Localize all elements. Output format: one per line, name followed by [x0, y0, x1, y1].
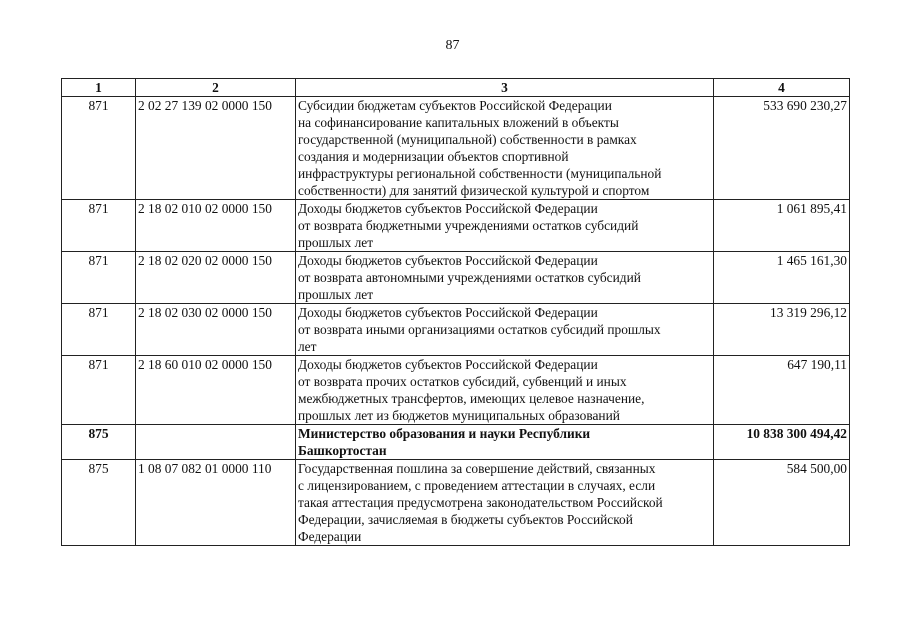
admin-code-cell: 871: [62, 252, 136, 304]
revenue-name-line: от возврата прочих остатков субсидий, субвенций и иных: [298, 374, 627, 389]
admin-code-cell: 875: [62, 460, 136, 546]
revenue-code-cell: 2 02 27 139 02 0000 150: [136, 97, 296, 200]
budget-revenue-table: [61, 78, 850, 546]
revenue-name-line: от возврата иными организациями остатков субсидий прошлых: [298, 322, 661, 337]
revenue-name-cell: [296, 304, 714, 356]
revenue-name-line: межбюджетных трансфертов, имеющих целевое назначение,: [298, 391, 645, 406]
amount-cell: 584 500,00: [714, 460, 850, 546]
revenue-name-cell: [296, 460, 714, 546]
revenue-code-cell: 2 18 60 010 02 0000 150: [136, 356, 296, 425]
revenue-name-line: собственности) для занятий физической культурой и спортом: [298, 183, 650, 198]
page-number: 87: [445, 38, 460, 53]
amount-cell: 13 319 296,12: [714, 304, 850, 356]
revenue-name-cell: [296, 97, 714, 200]
revenue-name-line: государственной (муниципальной) собственности в рамках: [298, 132, 637, 147]
table-body: [62, 97, 850, 546]
admin-code-cell: 871: [62, 356, 136, 425]
revenue-name-cell: [296, 356, 714, 425]
revenue-name-line: с лицензированием, с проведением аттестации в случаях, если: [298, 478, 656, 493]
amount-cell: 533 690 230,27: [714, 97, 850, 200]
revenue-name-line: Доходы бюджетов субъектов Российской Федерации: [298, 305, 598, 320]
revenue-name-line: Башкортостан: [298, 443, 387, 458]
revenue-code-cell: 2 18 02 010 02 0000 150: [136, 200, 296, 252]
revenue-name-cell: [296, 425, 714, 460]
amount-cell: 647 190,11: [714, 356, 850, 425]
table-header-row: [62, 79, 850, 97]
revenue-name-line: лет: [298, 339, 317, 354]
revenue-name-line: прошлых лет: [298, 235, 374, 250]
column-header-2: 2: [136, 79, 296, 97]
column-header-4: 4: [714, 79, 850, 97]
amount-cell: 1 061 895,41: [714, 200, 850, 252]
revenue-name-line: инфраструктуры региональной собственности (муниципальной: [298, 166, 662, 181]
amount-cell: 1 465 161,30: [714, 252, 850, 304]
revenue-name-line: прошлых лет из бюджетов муниципальных образований: [298, 408, 620, 423]
admin-code-cell: 875: [62, 425, 136, 460]
revenue-name-line: на софинансирование капитальных вложений в объекты: [298, 115, 619, 130]
revenue-name-cell: [296, 252, 714, 304]
table-row: [62, 97, 850, 200]
revenue-name-line: такая аттестация предусмотрена законодательством Российской: [298, 495, 663, 510]
column-header-3: 3: [296, 79, 714, 97]
table-row: [62, 460, 850, 546]
table-row: [62, 356, 850, 425]
revenue-name-line: Субсидии бюджетам субъектов Российской Федерации: [298, 98, 612, 113]
revenue-code-cell: 2 18 02 030 02 0000 150: [136, 304, 296, 356]
revenue-name-line: Федерации: [298, 529, 362, 544]
admin-code-cell: 871: [62, 200, 136, 252]
revenue-name-line: Доходы бюджетов субъектов Российской Федерации: [298, 357, 598, 372]
admin-code-cell: 871: [62, 304, 136, 356]
revenue-name-line: Государственная пошлина за совершение действий, связанных: [298, 461, 656, 476]
revenue-name-line: Министерство образования и науки Республики: [298, 426, 591, 441]
revenue-name-line: создания и модернизации объектов спортивной: [298, 149, 569, 164]
revenue-name-line: от возврата автономными учреждениями остатков субсидий: [298, 270, 641, 285]
amount-cell: 10 838 300 494,42: [714, 425, 850, 460]
revenue-code-cell: [136, 425, 296, 460]
revenue-code-cell: 2 18 02 020 02 0000 150: [136, 252, 296, 304]
revenue-name-line: Федерации, зачисляемая в бюджеты субъектов Российской: [298, 512, 633, 527]
table-row: [62, 200, 850, 252]
table-row: [62, 252, 850, 304]
revenue-code-cell: 1 08 07 082 01 0000 110: [136, 460, 296, 546]
revenue-name-cell: [296, 200, 714, 252]
revenue-name-line: Доходы бюджетов субъектов Российской Федерации: [298, 253, 598, 268]
revenue-name-line: от возврата бюджетными учреждениями остатков субсидий: [298, 218, 639, 233]
column-header-1: 1: [62, 79, 136, 97]
revenue-name-line: Доходы бюджетов субъектов Российской Федерации: [298, 201, 598, 216]
table-row: [62, 425, 850, 460]
revenue-name-line: прошлых лет: [298, 287, 374, 302]
admin-code-cell: 871: [62, 97, 136, 200]
table-row: [62, 304, 850, 356]
